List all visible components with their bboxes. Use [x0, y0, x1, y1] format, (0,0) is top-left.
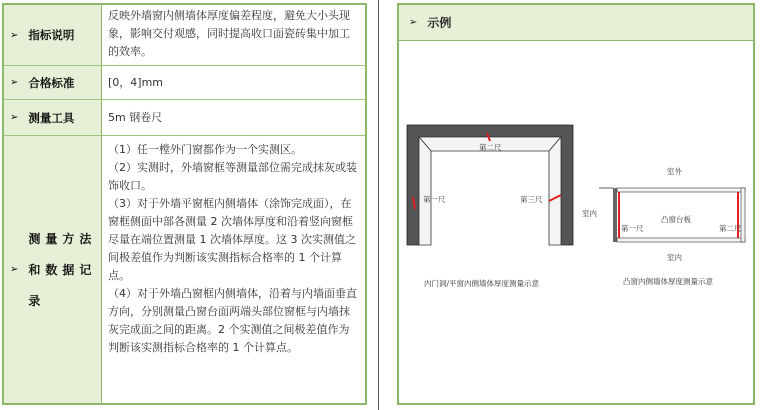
label-second-ruler: 第二尺: [719, 224, 742, 233]
row-label: [4, 136, 102, 403]
method-paragraph: （3）对于外墙平窗框内侧墙体（涂饰完成面），在窗框侧面中部各测量 2 次墙体厚度和沿着竖向窗框尽量在端位置测量 1 次墙体厚度。这 3 次实测值之间极差值作为判断该实测指标合格率的 1 个计算点。: [108, 197, 356, 282]
label-text: 测量工具: [28, 110, 75, 125]
caption-bay-window: 凸窗内侧墙体厚度测量示意: [623, 277, 713, 286]
method-paragraph: （2）实测时，外墙窗框等测量部位需完成抹灰或装饰收口。: [108, 161, 357, 192]
label-indoor-left: 室内: [582, 209, 597, 218]
arrow-right-icon: ➢: [10, 77, 19, 88]
row-label: [4, 66, 102, 99]
label-text: 指标说明: [28, 28, 75, 42]
label-outside: 室外: [667, 167, 682, 176]
bay-frame-top: [617, 188, 745, 192]
bay-frame-bottom: [617, 238, 745, 242]
method-paragraph: （1）任一樘外门窗都作为一个实测区。: [108, 143, 302, 156]
tool-value: 5m 钢卷尺: [108, 110, 163, 124]
bay-frame-right: [741, 188, 745, 242]
arrow-right-icon: ➢: [409, 17, 418, 28]
description-value: 反映外墙窗内侧墙体厚度偏差程度，避免大小头现象，影响交付观感，同时提高收口面瓷砖集中加工的效率。: [108, 9, 350, 58]
label-window-sill: 凸窗台板: [661, 215, 691, 224]
method-paragraph: （4）对于外墙凸窗框内侧墙体，沿着与内墙面垂直方向，分别测量凸窗台面两端头部位窗框与内墙抹灰完成面之间的距离。2 个实测值之间极差值作为判断该实测指标合格率的 1 个计算点。: [108, 287, 357, 354]
method-value: [102, 136, 365, 403]
frame-left: [419, 137, 431, 245]
row-method: [4, 136, 365, 403]
row-tool: [4, 100, 365, 136]
arrow-right-icon: ➢: [10, 29, 19, 41]
example-panel: [397, 3, 755, 405]
row-description: [4, 5, 365, 66]
measurement-diagrams: [399, 5, 753, 403]
method-label: 测量方法 和数据记 录: [28, 232, 97, 308]
label-indoor-bottom: 室内: [667, 253, 682, 262]
flat-window-diagram: [407, 125, 573, 288]
label-first-ruler: 第一尺: [621, 224, 644, 233]
caption-flat-window: 内门洞/平窗内侧墙体厚度测量示意: [424, 279, 540, 288]
arrow-right-icon: ➢: [10, 112, 19, 123]
label-text: 合格标准: [28, 75, 75, 90]
frame-right: [549, 137, 561, 245]
indicator-table: [2, 3, 367, 405]
label-first-ruler: 第一尺: [423, 195, 446, 204]
row-label: [4, 5, 102, 65]
page-divider: [378, 0, 379, 410]
bay-window-diagram: [582, 166, 745, 286]
arrow-right-icon: ➢: [10, 264, 19, 275]
row-label: [4, 100, 102, 135]
example-title: 示例: [427, 16, 452, 30]
standard-value: [0，4]mm: [108, 75, 164, 89]
bay-wall-left: [613, 188, 617, 242]
label-third-ruler: 第三尺: [520, 195, 543, 204]
row-standard: [4, 66, 365, 100]
label-second-ruler: 第二尺: [479, 143, 502, 152]
